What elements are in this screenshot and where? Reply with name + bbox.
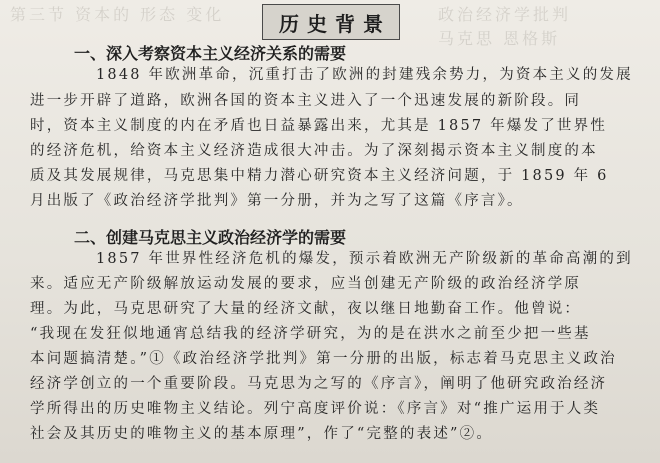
section-heading-1: 一、深入考察资本主义经济关系的需要: [74, 44, 347, 63]
paragraph-line: 本问题搞清楚。”①《政治经济学批判》第一分册的出版，标志着马克思主义政治: [30, 351, 617, 367]
section-title-box: [262, 4, 400, 40]
paragraph-line: 质及其发展规律，马克思集中精力潜心研究资本主义经济问题，于 1859 年 6: [30, 168, 609, 184]
bleed-through-text-right-2: 马克思 恩格斯: [438, 29, 561, 48]
paragraph-line: 学所得出的历史唯物主义结论。列宁高度评价说：《序言》对“推广运用于人类: [30, 401, 601, 417]
paragraph-line: 进一步开辟了道路，欧洲各国的资本主义进入了一个迅速发展的新阶段。同: [30, 93, 582, 109]
paragraph-line: “我现在发狂似地通宵总结我的经济学研究，为的是在洪水之前至少把一些基: [30, 326, 591, 342]
bleed-through-text-right: 政治经济学批判: [438, 5, 572, 24]
paragraph-line: 1857 年世界性经济危机的爆发，预示着欧洲无产阶级新的革命高潮的到: [96, 251, 633, 267]
paragraph-line: 理。为此，马克思研究了大量的经济文献，夜以继日地勤奋工作。他曾说：: [30, 301, 582, 317]
paragraph-line: 1848 年欧洲革命，沉重打击了欧洲的封建残余势力，为资本主义的发展: [96, 67, 633, 83]
paragraph-line: 来。适应无产阶级解放运动发展的要求，应当创建无产阶级的政治经济学原: [30, 276, 582, 292]
paragraph-line: 的经济危机，给资本主义经济造成很大冲击。为了深刻揭示资本主义制度的本: [30, 143, 598, 159]
section-heading-2: 二、创建马克思主义政治经济学的需要: [74, 228, 347, 247]
paragraph-line: 月出版了《政治经济学批判》第一分册，并为之写了这篇《序言》。: [30, 193, 524, 209]
paragraph-line: 时，资本主义制度的内在矛盾也日益暴露出来，尤其是 1857 年爆发了世界性: [30, 118, 608, 134]
page-title: 历史背景: [279, 11, 391, 36]
bleed-through-text-left: 第三节 资本的 形态 变化: [10, 5, 225, 24]
paragraph-line: 社会及其历史的唯物主义的基本原理”，作了“完整的表述”②。: [30, 426, 494, 442]
paragraph-line: 经济学创立的一个重要阶段。马克思为之写的《序言》，阐明了他研究政治经济: [30, 376, 608, 392]
